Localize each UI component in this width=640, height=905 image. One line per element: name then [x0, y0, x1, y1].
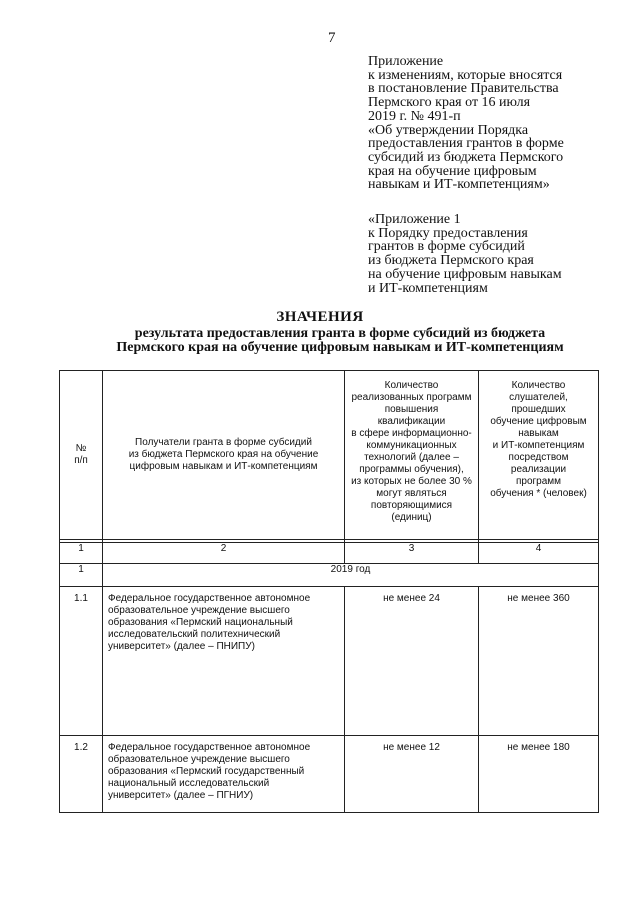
- header-num: № п/п: [60, 371, 103, 540]
- row-students: не менее 180: [479, 736, 599, 813]
- row-num: 1.1: [60, 587, 103, 736]
- year-row-num: 1: [60, 564, 103, 587]
- column-index-4: 4: [479, 543, 599, 564]
- column-index-3: 3: [345, 543, 479, 564]
- values-table: [59, 370, 599, 813]
- year-row: [60, 564, 599, 587]
- appendix-1-header: «Приложение 1 к Порядку предоставления грантов в форме субсидий из бюджета Пермского края на обучение цифровым навыкам и ИТ-компетенциям: [368, 212, 562, 296]
- row-recipient: Федеральное государственное автономное образовательное учреждение высшего образования «Пермский национальный исследовательский политехнический университет» (далее – ПНИПУ): [103, 587, 345, 736]
- row-recipient: Федеральное государственное автономное образовательное учреждение высшего образования «Пермский государственный национальный исследовательский университет» (далее – ПГНИУ): [103, 736, 345, 813]
- table-row: [60, 587, 599, 736]
- header-recipients: Получатели гранта в форме субсидий из бюджета Пермского края на обучение цифровым навыкам и ИТ-компетенциям: [103, 371, 345, 540]
- row-students: не менее 360: [479, 587, 599, 736]
- column-index-2: 2: [103, 543, 345, 564]
- row-programs: не менее 24: [345, 587, 479, 736]
- page-number: 7: [328, 30, 336, 46]
- document-title: ЗНАЧЕНИЯ: [276, 309, 364, 325]
- header-students: Количество слушателей, прошедших обучение цифровым навыкам и ИТ-компетенциям посредством реализации программ обучения * (человек): [479, 371, 599, 540]
- table-header-row: [60, 371, 599, 540]
- column-index-row: [60, 543, 599, 564]
- header-programs: Количество реализованных программ повышения квалификации в сфере информационно- коммуникационных технологий (далее – программы обучения), из которых не более 30 % могут являться повторяющимися (единиц): [345, 371, 479, 540]
- document-subtitle: результата предоставления гранта в форме субсидий из бюджета Пермского края на обучение цифровым навыкам и ИТ-компетенциям: [116, 326, 564, 355]
- year-row-label: 2019 год: [103, 564, 599, 587]
- appendix-header: Приложение к изменениям, которые вносятся в постановление Правительства Пермского края от 16 июля 2019 г. № 491-п «Об утверждении Порядка предоставления грантов в форме субсидий из бюджета Пермского края на обучение цифровым навыкам и ИТ-компетенциям»: [368, 54, 564, 193]
- column-index-1: 1: [60, 543, 103, 564]
- row-num: 1.2: [60, 736, 103, 813]
- row-programs: не менее 12: [345, 736, 479, 813]
- table-row: [60, 736, 599, 813]
